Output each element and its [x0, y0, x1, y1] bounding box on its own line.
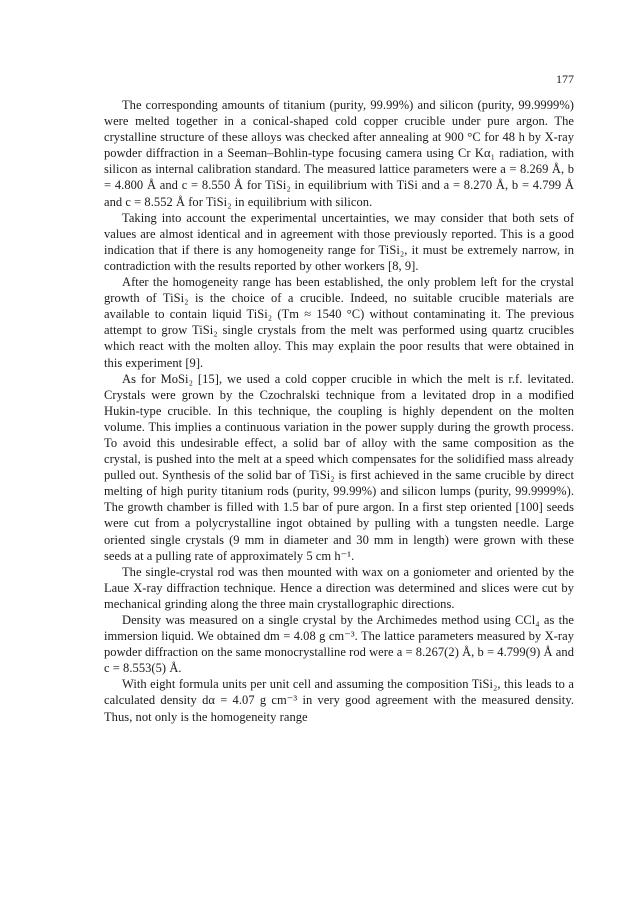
paragraph-laue-orientation: The single-crystal rod was then mounted with wax on a goniometer and oriented by the Laue X-ray diffraction technique. Hence a direction was determined and slices were cut by mechanical grinding along the three main crystallographic directions. [104, 564, 574, 611]
paragraph-crucible-choice: After the homogeneity range has been established, the only problem left for the crystal growth of TiSi₂ is the choice of a crucible. Indeed, no suitable crucible materials are available to contain liquid TiSi₂ (Tm ≈ 1540 °C) without contaminating it. The previous attempt to grow TiSi₂ single crystals from the melt was performed using quartz crucibles which react with the molten alloy. This may explain the poor results that were obtained in this experiment [9]. [104, 275, 574, 370]
body-text [104, 97, 574, 725]
paragraph-density-measurement: Density was measured on a single crystal by the Archimedes method using CCl₄ as the immersion liquid. We obtained dm = 4.08 g cm⁻³. The lattice parameters measured by X-ray powder diffraction on the same monocrystalline rod were a = 8.267(2) Å, b = 4.799(9) Å and c = 8.553(5) Å. [104, 613, 574, 676]
page-number: 177 [556, 72, 574, 86]
paragraph-czochralski-growth: As for MoSi₂ [15], we used a cold copper crucible in which the melt is r.f. levitated. Crystals were grown by the Czochralski technique from a levitated drop in a modified Hukin-type crucible. In this technique, the coupling is highly dependent on the molten volume. This implies a continuous variation in the power supply during the growth process. To avoid this undesirable effect, a solid bar of alloy with the same composition as the crystal, is pushed into the melt at a speed which compensates for the solidified mass already pulled out. Synthesis of the solid bar of TiSi₂ is first achieved in the same crucible by direct melting of high purity titanium rods (purity, 99.99%) and silicon lumps (purity, 99.9999%). The growth chamber is filled with 1.5 bar of pure argon. In a first step oriented [100] seeds were cut from a polycrystalline ingot obtained by pulling with a tungsten needle. Large oriented single crystals (9 mm in diameter and 30 mm in length) were grown with these seeds at a pulling rate of approximately 5 cm h⁻¹. [104, 371, 574, 563]
paragraph-experimental-uncertainties: Taking into account the experimental uncertainties, we may consider that both sets of values are almost identical and in agreement with those previously reported. This is a good indication that if there is any homogeneity range for TiSi₂, it must be extremely narrow, in contradiction with the results reported by other workers [8, 9]. [104, 210, 574, 273]
paragraph-materials-preparation: The corresponding amounts of titanium (purity, 99.99%) and silicon (purity, 99.9999%) were melted together in a conical-shaped cold copper crucible under pure argon. The crystalline structure of these alloys was checked after annealing at 900 °C for 48 h by X-ray powder diffraction in a Seeman–Bohlin-type focusing camera using Cr Kα₁ radiation, with silicon as internal calibration standard. The measured lattice parameters were a = 8.269 Å, b = 4.800 Å and c = 8.550 Å for TiSi₂ in equilibrium with TiSi and a = 8.270 Å, b = 4.799 Å and c = 8.552 Å for TiSi₂ in equilibrium with silicon. [104, 98, 574, 209]
paragraph-calculated-density: With eight formula units per unit cell and assuming the composition TiSi₂, this leads to a calculated density dα = 4.07 g cm⁻³ in very good agreement with the measured density. Thus, not only is the homogeneity range [104, 677, 574, 724]
